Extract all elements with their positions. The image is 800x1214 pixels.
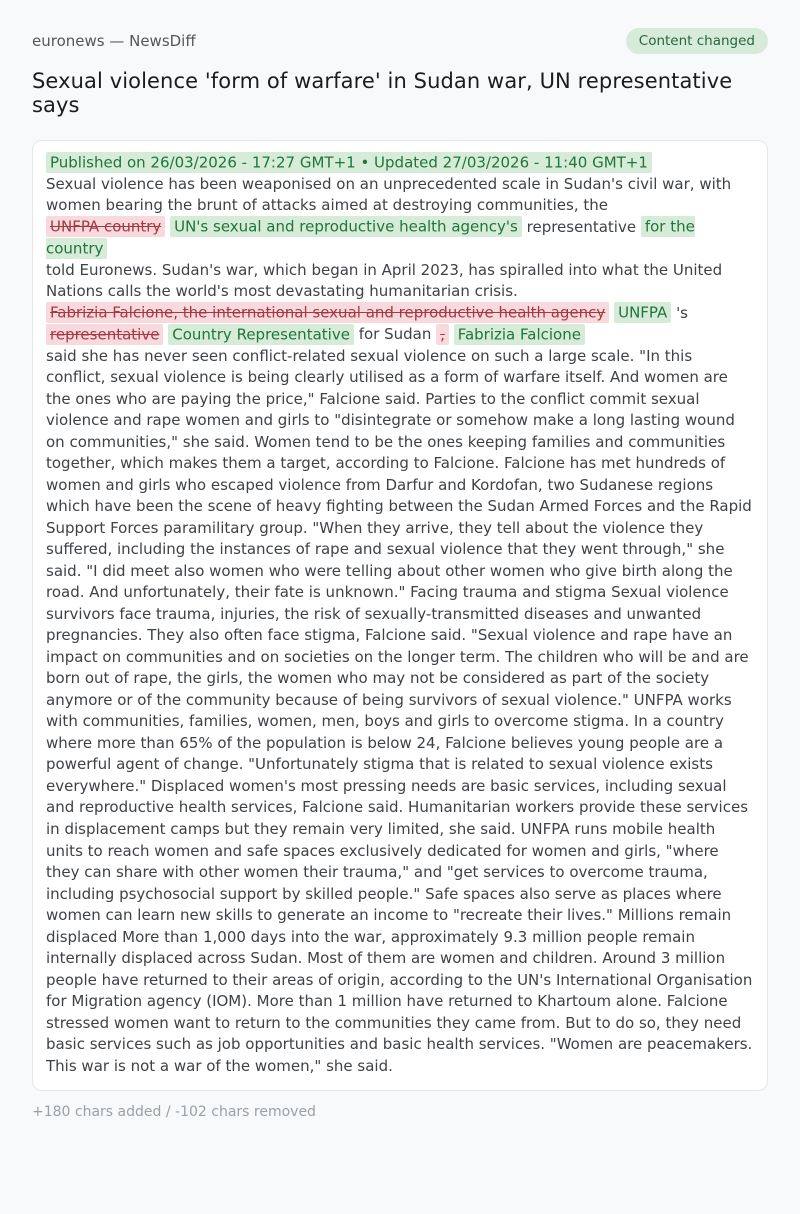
diff-removed-segment: representative [46, 324, 163, 345]
body-text-segment: said she has never seen conflict-related sexual violence on such a large scale. "In this conflict, sexual violence is being clearly utilised as a form of warfare itself. And women are the ones who are paying the price," Falcione said. Parties to the conflict commit sexual violence and rape women and girls to "disintegrate or somehow make a long lasting wound on communities," she said. Women tend to be the ones keeping families and communities together, which makes them a target, according to Falcione. Falcione has met hundreds of women and girls who escaped violence from Darfur and Kordofan, two Sudanese regions which have been the scene of heavy fighting between the Sudan Armed Forces and the Rapid Support Forces paramilitary group. "When they arrive, they tell about the violence they suffered, including the instances of rape and sexual violence that they went through," she said. "I did meet also women who were telling about other women who give birth along the road. And unfortunately, their fate is unknown." Facing trauma and stigma Sexual violence survivors face trauma, injuries, the risk of sexually-transmitted diseases and unwanted pregnancies. They also often face stigma, Falcione said. "Sexual violence and rape have an impact on communities and on societies on the longer term. The children who will be and are born out of rape, the girls, the women who may not be considered as part of the society anymore or of the community because of being survivors of sexual violence." UNFPA works with communities, families, women, men, boys and girls to overcome stigma. In a country where more than 65% of the population is below 24, Falcione believes young people are a powerful agent of change. "Unfortunately stigma that is related to sexual violence exists everywhere." Displaced women's most pressing needs are basic services, including sexual and reproductive health services, Falcione said. Humanitarian workers provide these services in displacement camps but they remain very limited, she said. UNFPA runs mobile health units to reach women and safe spaces exclusively dedicated for women and girls, "where they can share with other women their trauma," and "get services to overcome trauma, including psychosocial support by skilled people." Safe spaces also serve as places where women can learn new skills to generate an income to "recreate their lives." Millions remain displaced More than 1,000 days into the war, approximately 9.3 million people remain internally displaced across Sudan. Most of them are women and children. Around 3 million people have returned to their areas of origin, according to the UN's International Organisation for Migration agency (IOM). More than 1 million have returned to Khartoum alone. Falcione stressed women want to return to the communities they came from. But to do so, they need basic services such as job opportunities and basic health services. "Women are peacemakers. This war is not a war of the women," she said. [46, 346, 753, 1075]
diff-added-segment: Fabrizia Falcione [454, 324, 585, 345]
diff-added-segment: for the country [46, 217, 695, 258]
diff-removed-segment: UNFPA country [46, 216, 165, 237]
content-changed-badge: Content changed [626, 28, 768, 54]
diff-added-segment: Published on 26/03/2026 - 17:27 GMT+1 • Updated 27/03/2026 - 11:40 GMT+1 [46, 152, 652, 173]
source-label: euronews — NewsDiff [32, 32, 196, 50]
diff-added-segment: Country Representative [168, 324, 354, 345]
diff-added-segment: UNFPA [614, 302, 671, 323]
diff-added-segment: UN's sexual and reproductive health agency's [170, 216, 522, 237]
body-text-segment: representative [526, 217, 637, 236]
diff-removed-segment: , [436, 324, 449, 345]
diff-card [32, 140, 768, 1091]
article-title: Sexual violence 'form of warfare' in Sudan war, UN representative says [32, 69, 733, 117]
body-text-segment: Sexual violence has been weaponised on an unprecedented scale in Sudan's civil war, with women bearing the brunt of attacks aimed at destroying communities, the [46, 174, 732, 215]
article-body [46, 152, 754, 1077]
diff-summary: +180 chars added / -102 chars removed [32, 1104, 316, 1121]
topbar [32, 28, 768, 54]
body-text-segment: for Sudan [358, 325, 432, 344]
diff-removed-segment: Fabrizia Falcione, the international sexual and reproductive health agency [46, 302, 609, 323]
body-text-segment: told Euronews. Sudan's war, which began in April 2023, has spiralled into what the United Nations calls the world's most devastating humanitarian crisis. [46, 260, 723, 301]
body-text-segment: 's [676, 303, 689, 322]
